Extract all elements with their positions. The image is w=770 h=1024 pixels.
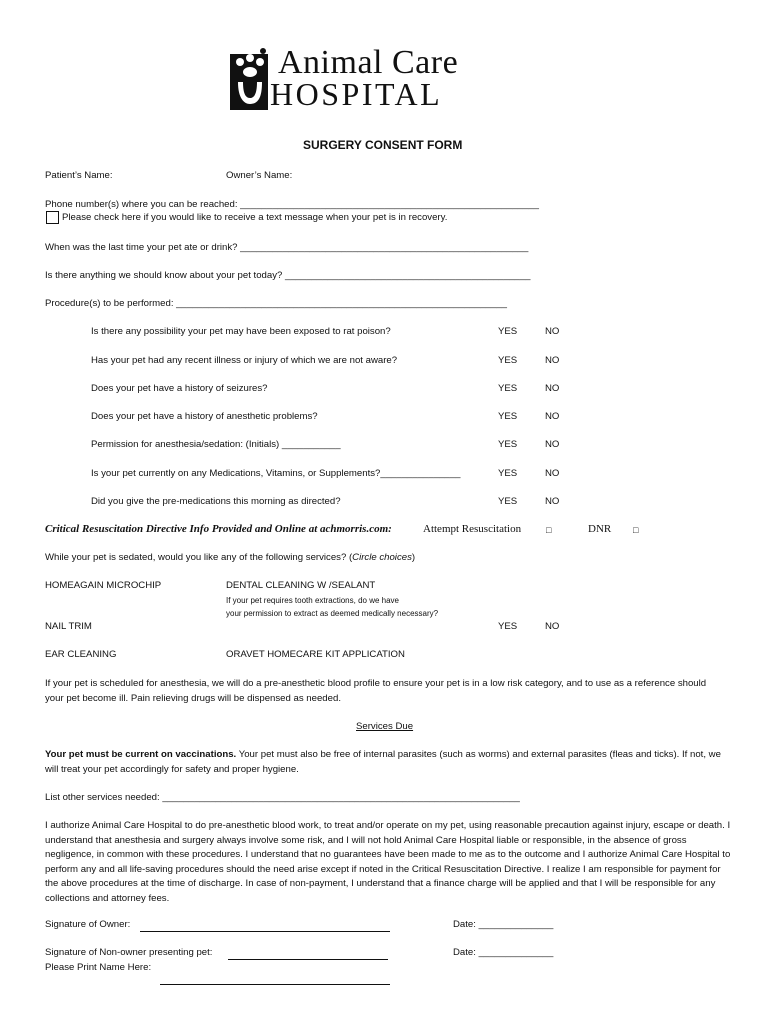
service-nail-trim[interactable]: NAIL TRIM <box>45 621 92 632</box>
dnr-label: DNR <box>588 523 612 535</box>
service-dental-cleaning[interactable]: DENTAL CLEANING W /SEALANT <box>226 580 376 591</box>
procedures-field-label[interactable]: Procedure(s) to be performed: ______________________________________________________________ <box>45 298 507 309</box>
question-pre-medications: Did you give the pre-medications this morning as directed? <box>91 496 341 507</box>
logo-line2: HOSPITAL <box>270 76 443 112</box>
vaccination-paragraph <box>45 748 735 777</box>
last-ate-field-label[interactable]: When was the last time your pet ate or drink? ______________________________________________________ <box>45 242 529 253</box>
yes-option[interactable]: YES <box>498 439 518 450</box>
yes-option[interactable]: YES <box>498 621 518 632</box>
print-name-label: Please Print Name Here: <box>45 962 152 973</box>
signature-owner-line[interactable] <box>140 931 390 932</box>
services-prompt <box>45 552 415 563</box>
form-title: SURGERY CONSENT FORM <box>303 138 463 152</box>
signature-owner-label: Signature of Owner: <box>45 919 131 930</box>
hospital-logo <box>230 46 542 112</box>
no-option[interactable]: NO <box>545 411 560 422</box>
no-option[interactable]: NO <box>545 468 560 479</box>
anesthesia-paragraph: If your pet is scheduled for anesthesia, we will do a pre-anesthetic blood profile to ensure your pet is in a low risk category, and to use as a reference should your pet become ill. Pain relieving drugs will be dispensed as needed. <box>45 678 707 704</box>
should-know-field-label[interactable]: Is there anything we should know about your pet today? ______________________________________________ <box>45 270 531 281</box>
owner-name-label: Owner’s Name: <box>226 170 293 181</box>
no-option[interactable]: NO <box>545 383 560 394</box>
service-oravet-kit[interactable]: ORAVET HOMECARE KIT APPLICATION <box>226 649 405 660</box>
paw-logo-icon <box>230 48 270 110</box>
vaccination-bold-text: Your pet must be current on vaccinations. <box>45 749 237 760</box>
date-nonowner-field[interactable]: Date: ______________ <box>453 947 554 958</box>
dental-note-line2: your permission to extract as deemed medically necessary? <box>226 609 439 618</box>
resuscitation-directive-text: Critical Resuscitation Directive Info Provided and Online at achmorris.com: <box>45 523 392 535</box>
no-option[interactable]: NO <box>545 496 560 507</box>
vaccination-text: Your pet must also be free of internal parasites (such as worms) and external parasites (fleas and ticks). If not, we will treat your pet accordingly for safety and proper hygiene. <box>45 749 721 775</box>
dnr-checkbox[interactable]: □ <box>633 525 639 535</box>
dental-note-line1: If your pet requires tooth extractions, do we have <box>226 596 399 605</box>
services-due-heading: Services Due <box>356 721 414 732</box>
no-option[interactable]: NO <box>545 439 560 450</box>
question-anesthetic-problems: Does your pet have a history of anesthetic problems? <box>91 411 318 422</box>
text-message-checkbox-label: Please check here if you would like to receive a text message when your pet is in recovery. <box>62 212 448 223</box>
other-services-field-label[interactable]: List other services needed: ___________________________________________________________________ <box>45 792 520 803</box>
no-option[interactable]: NO <box>545 621 560 632</box>
authorization-paragraph: I authorize Animal Care Hospital to do pre-anesthetic blood work, to treat and/or operate on my pet, using reasonable precaution against injury, escape or death. I understand that anesthesia and surgery always involve some risk, and I will not hold Animal Care Hospital liable or responsible, in the absence of gross negligence, in common with these procedures. I understand that no guarantees have been made to me as to the outcome and I authorize Animal Care Hospital to perform any and all life-saving procedures should the need arise except if noted in the Critical Resuscitation Directive. I realize I am responsible for payment for the above procedures at the time of discharge. In case of non-payment, I understand that a finance charge will be applied and that I will be responsible for any collections and attorney fees. <box>45 820 731 904</box>
question-recent-illness: Has your pet had any recent illness or injury of which we are not aware? <box>91 355 398 366</box>
yes-option[interactable]: YES <box>498 411 518 422</box>
text-message-checkbox[interactable] <box>46 211 59 224</box>
yes-option[interactable]: YES <box>498 383 518 394</box>
no-option[interactable]: NO <box>545 326 560 337</box>
phone-field-label[interactable]: Phone number(s) where you can be reached: ________________________________________________________ <box>45 199 539 210</box>
no-option[interactable]: NO <box>545 355 560 366</box>
service-ear-cleaning[interactable]: EAR CLEANING <box>45 649 117 660</box>
signature-nonowner-label: Signature of Non-owner presenting pet: <box>45 947 213 958</box>
signature-nonowner-line[interactable] <box>228 959 388 960</box>
question-seizures: Does your pet have a history of seizures? <box>91 383 268 394</box>
question-rat-poison: Is there any possibility your pet may have been exposed to rat poison? <box>91 326 391 337</box>
date-owner-field[interactable]: Date: ______________ <box>453 919 554 930</box>
service-microchip[interactable]: HOMEAGAIN MICROCHIP <box>45 580 162 591</box>
yes-option[interactable]: YES <box>498 496 518 507</box>
yes-option[interactable]: YES <box>498 326 518 337</box>
attempt-resuscitation-label: Attempt Resuscitation <box>423 523 522 535</box>
yes-option[interactable]: YES <box>498 468 518 479</box>
yes-option[interactable]: YES <box>498 355 518 366</box>
services-prompt-end: ) <box>411 552 416 563</box>
patient-name-label: Patient’s Name: <box>45 170 113 181</box>
services-prompt-italic: Circle choices <box>352 552 412 563</box>
logo-line1: Animal Care <box>278 44 459 81</box>
print-name-line[interactable] <box>160 984 390 985</box>
attempt-resuscitation-checkbox[interactable]: □ <box>546 525 552 535</box>
question-medications[interactable]: Is your pet currently on any Medications, Vitamins, or Supplements?_______________ <box>91 468 461 479</box>
question-anesthesia-permission[interactable]: Permission for anesthesia/sedation: (Initials) ___________ <box>91 439 341 450</box>
services-prompt-text: While your pet is sedated, would you like any of the following services? ( <box>45 552 353 563</box>
